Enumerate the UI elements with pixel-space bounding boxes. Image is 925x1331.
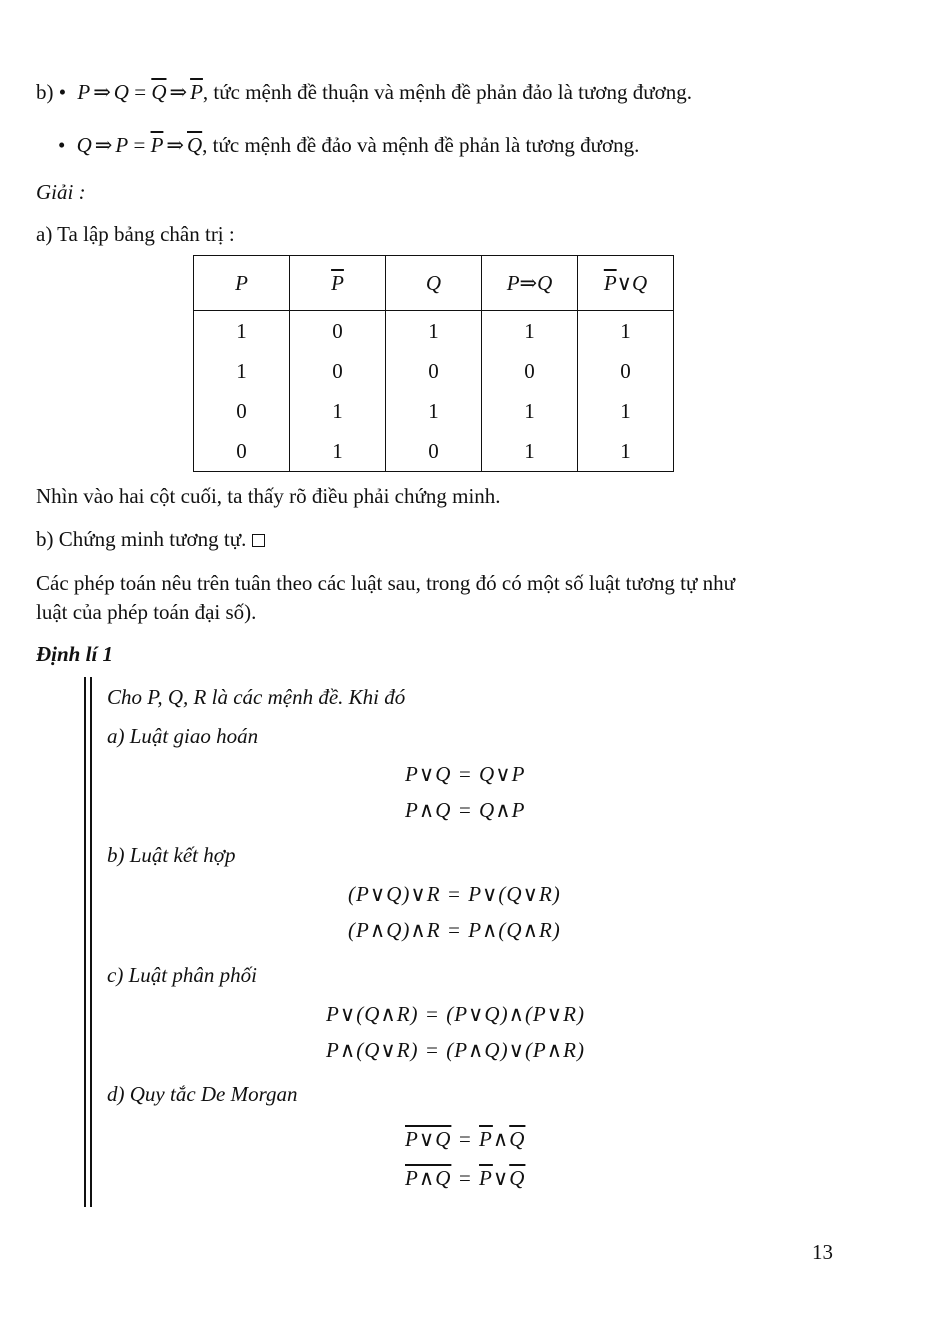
label-b: b) [36,80,54,104]
table-row [194,311,674,352]
table-cell: 1 [290,431,386,472]
intro-line-1: Các phép toán nêu trên tuân theo các luật sau, trong đó có một số luật tương tự như [36,571,735,595]
header-not-p: $\overline{P}$ [290,256,386,311]
part-b-label: b) Chứng minh tương tự. [36,527,247,551]
table-cell: 0 [194,431,290,472]
var-not-p: $\overline{P}$ [479,1166,493,1190]
implies-symbol: ⇒ [166,133,184,157]
table-cell: 1 [578,311,674,352]
line-b2-text: , tức mệnh đề đảo và mệnh đề phản là tương đương. [202,133,640,157]
table-cell: 1 [482,391,578,431]
header-p: P [194,256,290,311]
distributive-eq-2: P∧(Q∨R) = (P∧Q)∨(P∧R) [326,1038,585,1062]
de-morgan-lhs: P∨Q [405,1127,452,1151]
header-or-q-part: ∨Q [616,270,648,295]
table-cell: 1 [386,311,482,352]
de-morgan-eq-1 [405,1127,525,1152]
theorem-lead: Cho P, Q, R là các mệnh đề. Khi đó [107,685,406,709]
operator: ∧ [492,1127,510,1151]
theorem-bar-outer [84,677,86,1207]
var-not-q: $\overline{Q}$ [509,1127,526,1151]
table-cell: 1 [194,351,290,391]
law-associative-title: b) Luật kết hợp [107,843,236,867]
var-not-q: $\overline{Q}$ [509,1166,526,1190]
table-cell: 1 [386,391,482,431]
equals-sign: = [457,1127,473,1151]
equals-sign: = [457,1166,473,1190]
table-cell: 1 [578,431,674,472]
table-row [194,391,674,431]
var-q: Q [113,80,129,104]
de-morgan-lhs: P∧Q [405,1166,452,1190]
page-number: 13 [812,1240,833,1264]
var-not-p: $\overline{P}$ [190,80,203,104]
implies-symbol: ⇒ [94,133,113,157]
qed-square-icon [252,534,265,547]
var-not-p: $\overline{P}$ [479,1127,493,1151]
table-cell: 0 [194,391,290,431]
part-b-text [36,527,265,552]
truth-table [193,255,674,472]
equals-sign: = [134,80,147,104]
de-morgan-eq-2 [405,1166,525,1191]
commutative-eq-2: P∧Q = Q∧P [405,798,526,822]
table-row [194,431,674,472]
header-q: Q [386,256,482,311]
solution-heading: Giải : [36,180,86,204]
law-commutative-title: a) Luật giao hoán [107,724,259,748]
part-a-text: a) Ta lập bảng chân trị : [36,222,235,246]
table-cell: 0 [386,351,482,391]
law-distributive-title: c) Luật phân phối [107,963,257,987]
var-p: P [115,133,129,157]
table-cell: 1 [578,391,674,431]
var-not-q: $\overline{Q}$ [151,80,167,104]
table-header-row [194,256,674,311]
associative-eq-2: (P∧Q)∧R = P∧(Q∧R) [348,918,561,942]
intro-line-2: luật của phép toán đại số). [36,600,257,624]
table-row [194,351,674,391]
table-cell: 0 [578,351,674,391]
table-cell: 0 [290,351,386,391]
equals-sign: = [133,133,146,157]
operator: ∨ [492,1166,510,1190]
law-de-morgan-title: d) Quy tắc De Morgan [107,1082,298,1106]
var-not-p: $\overline{P}$ [150,133,164,157]
header-not-p-part: $\overline{P}$ [603,270,617,295]
theorem-bar-inner [90,677,92,1207]
table-cell: 0 [290,311,386,352]
line-b1-text: , tức mệnh đề thuận và mệnh đề phản đảo là tương đương. [202,80,692,104]
table-cell: 0 [482,351,578,391]
after-table-text: Nhìn vào hai cột cuối, ta thấy rõ điều phải chứng minh. [36,484,501,508]
table-cell: 1 [194,311,290,352]
line-b-contrapositive [36,80,692,105]
table-cell: 0 [386,431,482,472]
table-cell: 1 [482,311,578,352]
implies-symbol: ⇒ [93,80,111,104]
bullet: • [58,80,67,104]
table-cell: 1 [482,431,578,472]
bullet: • [58,133,66,157]
var-q: Q [76,133,92,157]
var-p: P [77,80,91,104]
line-b-converse [58,133,639,158]
implies-symbol: ⇒ [169,80,188,104]
theorem-title: Định lí 1 [36,642,114,666]
header-p-implies-q: P⇒Q [482,256,578,311]
table-cell: 1 [290,391,386,431]
distributive-eq-1: P∨(Q∧R) = (P∨Q)∧(P∨R) [326,1002,585,1026]
var-not-q: $\overline{Q}$ [187,133,203,157]
associative-eq-1: (P∨Q)∨R = P∨(Q∨R) [348,882,561,906]
commutative-eq-1: P∨Q = Q∨P [405,762,526,786]
header-not-p-or-q [578,256,674,311]
